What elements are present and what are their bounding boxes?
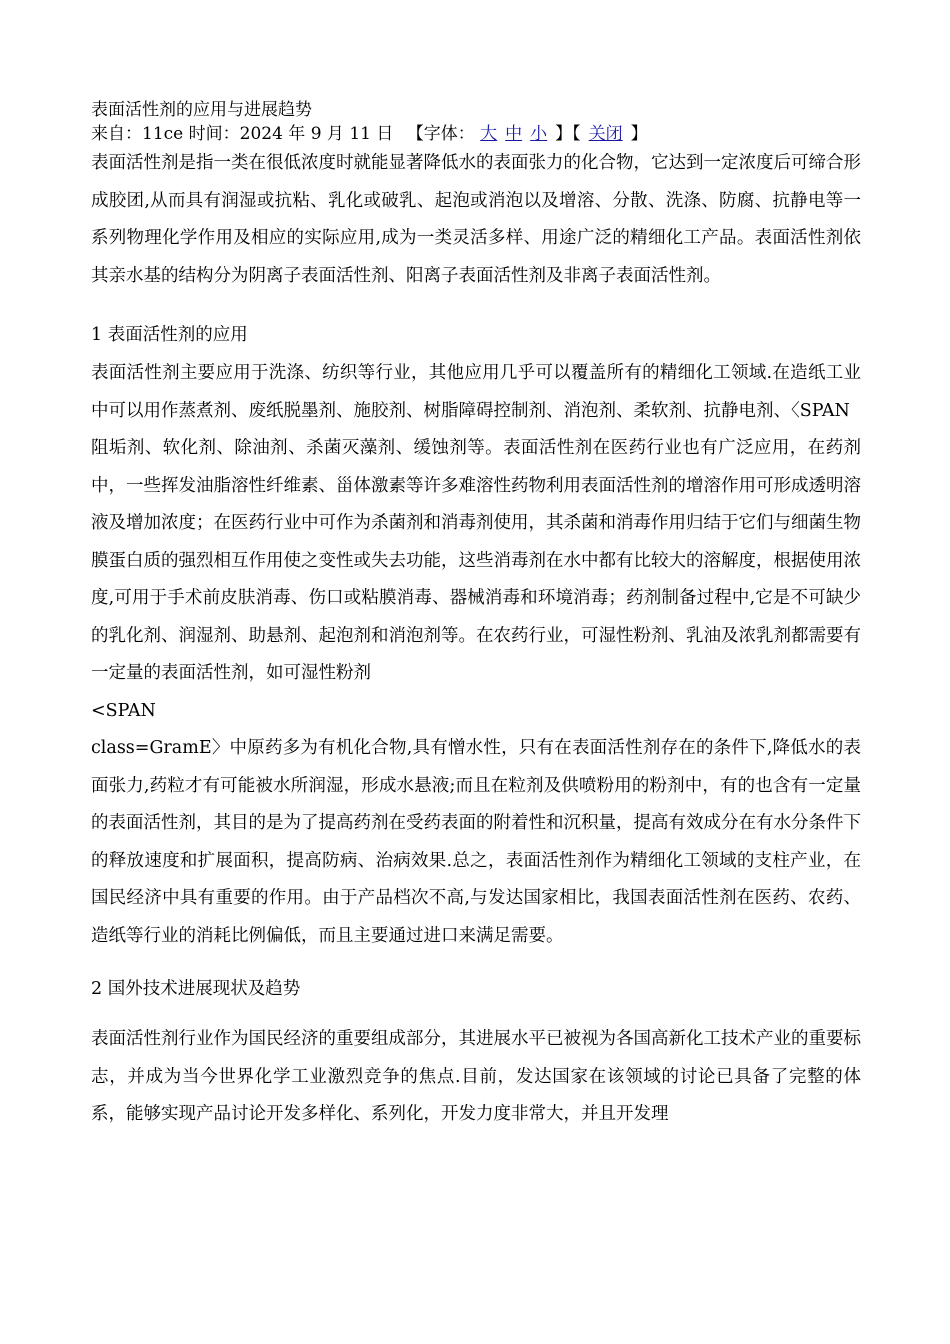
article-meta bbox=[91, 122, 861, 146]
bracket-separator: 】【 bbox=[555, 124, 581, 144]
section-1-paragraph-2-tail: <SPAN bbox=[91, 700, 156, 721]
section-1-heading: 1 表面活性剂的应用 bbox=[91, 325, 248, 345]
section-2-paragraph-1: 表面活性剂行业作为国民经济的重要组成部分，其进展水平已被视为各国高新化工技术产业的重要标志，并成为当今世界化学工业激烈竞争的焦点.目前，发达国家在该领域的讨论已具备了完整的体系，能够实现产品讨论开发多样化、系列化，开发力度非常大，并且开发理 bbox=[91, 1029, 861, 1124]
source-label: 来自： bbox=[91, 124, 142, 144]
font-size-label: 【字体： bbox=[406, 124, 475, 144]
time-value: 2024 年 9 月 11 日 bbox=[239, 124, 394, 144]
font-size-medium-link[interactable]: 中 bbox=[505, 124, 523, 144]
section-2-heading: 2 国外技术进展现状及趋势 bbox=[91, 979, 301, 999]
article-title: 表面活性剂的应用与进展趋势 bbox=[91, 100, 312, 120]
font-size-large-link[interactable]: 大 bbox=[480, 124, 498, 144]
time-label: 时间： bbox=[188, 124, 240, 144]
intro-paragraph: 表面活性剂是指一类在很低浓度时就能显著降低水的表面张力的化合物，它达到一定浓度后可缔合形成胶团,从而具有润湿或抗粘、乳化或破乳、起泡或消泡以及增溶、分散、洗涤、防腐、抗静电等一系列物理化学作用及相应的实际应用,成为一类灵活多样、用途广泛的精细化工产品。表面活性剂依其亲水基的结构分为阴离子表面活性剂、阳离子表面活性剂及非离子表面活性剂。 bbox=[91, 153, 861, 286]
source-value: 11ce bbox=[142, 124, 184, 144]
bracket-end: 】 bbox=[630, 124, 648, 144]
section-1-paragraph-3: class=GramE〉中原药多为有机化合物,具有憎水性，只有在表面活性剂存在的条件下,降低水的表面张力,药粒才有可能被水所润湿，形成水悬液;而且在粒剂及供喷粉用的粉剂中，有的也含有一定量的表面活性剂，其目的是为了提高药剂在受药表面的附着性和沉积量，提高有效成分在有水分条件下的释放速度和扩展面积，提高防病、治病效果.总之，表面活性剂作为精细化工领域的支柱产业，在国民经济中具有重要的作用。由于产品档次不高,与发达国家相比，我国表面活性剂在医药、农药、造纸等行业的消耗比例偏低，而且主要通过进口来满足需要。 bbox=[91, 738, 861, 946]
close-link[interactable]: 关闭 bbox=[588, 124, 623, 144]
font-size-small-link[interactable]: 小 bbox=[530, 124, 548, 144]
article bbox=[91, 98, 861, 1134]
section-1-paragraph-2: 阻垢剂、软化剂、除油剂、杀菌灭藻剂、缓蚀剂等。表面活性剂在医药行业也有广泛应用，在药剂中，一些挥发油脂溶性纤维素、甾体激素等许多难溶性药物利用表面活性剂的增溶作用可形成透明溶液及增加浓度；在医药行业中可作为杀菌剂和消毒剂使用，其杀菌和消毒作用归结于它们与细菌生物膜蛋白质的强烈相互作用使之变性或失去功能，这些消毒剂在水中都有比较大的溶解度，根据使用浓度,可用于手术前皮肤消毒、伤口或粘膜消毒、器械消毒和环境消毒；药剂制备过程中,它是不可缺少的乳化剂、润湿剂、助悬剂、起泡剂和消泡剂等。在农药行业，可湿性粉剂、乳油及浓乳剂都需要有一定量的表面活性剂，如可湿性粉剂 bbox=[91, 438, 861, 683]
section-1-paragraph-1: 表面活性剂主要应用于洗涤、纺织等行业，其他应用几乎可以覆盖所有的精细化工领域.在造纸工业中可以用作蒸煮剂、废纸脱墨剂、施胶剂、树脂障碍控制剂、消泡剂、柔软剂、抗静电剂、〈SPAN bbox=[91, 363, 861, 421]
